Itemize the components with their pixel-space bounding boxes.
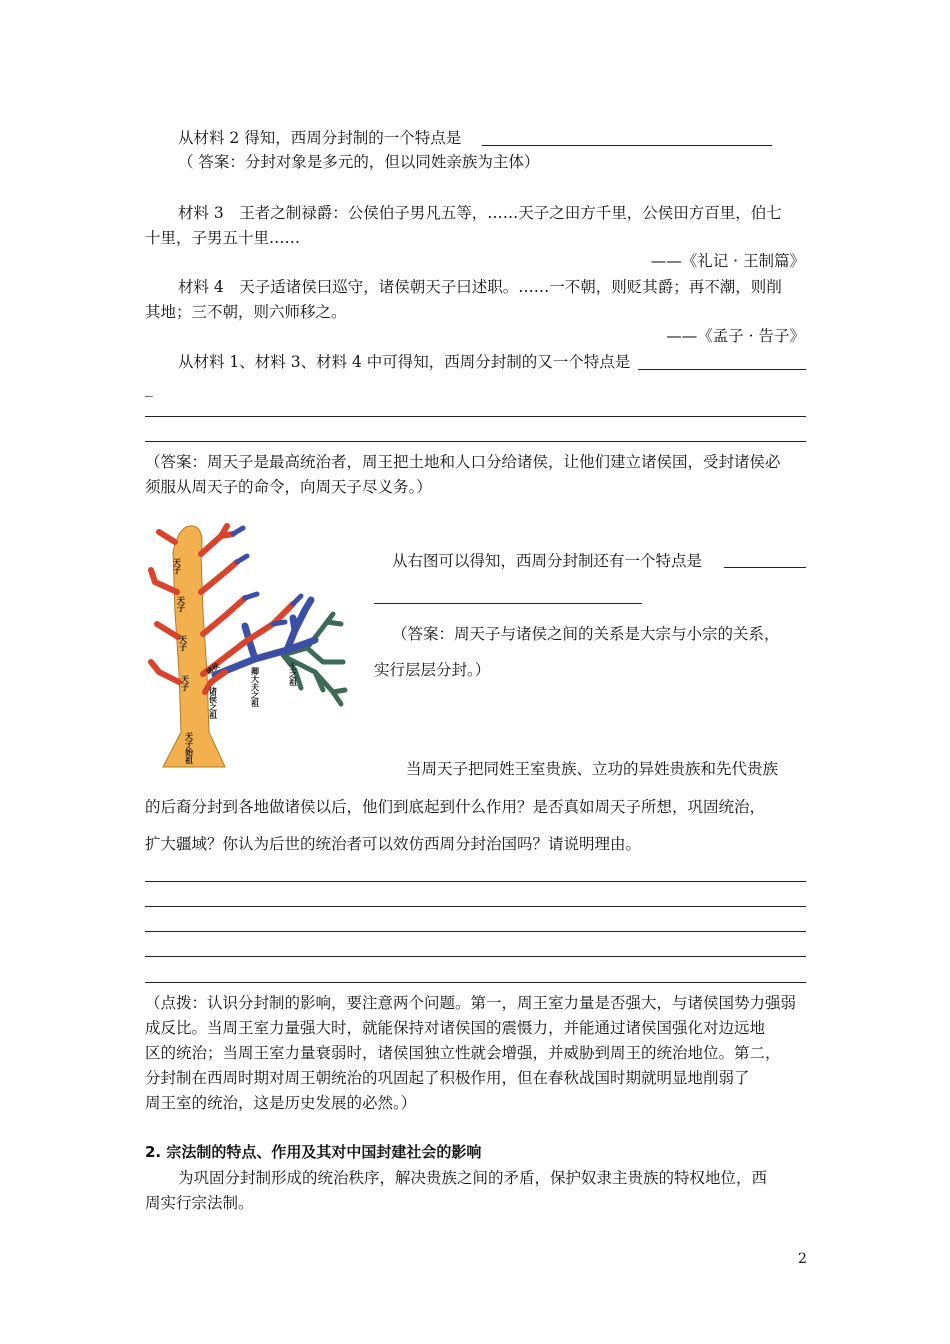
q4-answer-line-5[interactable] bbox=[145, 982, 806, 983]
material-4-line1: 材料 4 天子适诸侯曰巡守，诸侯朝天子曰述职。……一不朝，则贬其爵；再不潮，则削 bbox=[178, 278, 782, 296]
material-4-line2: 其地；三不朝，则六师移之。 bbox=[145, 303, 347, 321]
hint-line: 成反比。当周王室力量强大时，就能保持对诸侯国的震慑力，并能通过诸侯国强化对边远地 bbox=[145, 1019, 766, 1037]
material-3-line1: 材料 3 王者之制禄爵：公侯伯子男凡五等，……天子之田方千里，公侯田方百里，伯七 bbox=[178, 204, 782, 222]
hint-line: 分封制在西周时期对周王朝统治的巩固起了积极作用，但在春秋战国时期就明显地削弱了 bbox=[145, 1069, 750, 1087]
q1-answer-blank[interactable] bbox=[482, 145, 772, 146]
q2-answer-line2: 须服从周天子的命令，向周天子尽义务。） bbox=[145, 478, 432, 496]
q2-answer-blank[interactable] bbox=[638, 369, 806, 370]
page-number: 2 bbox=[798, 1251, 807, 1267]
q4-answer-line-3[interactable] bbox=[145, 931, 806, 932]
q2-prompt: 从材料 1、材料 3、材料 4 中可得知，西周分封制的又一个特点是 bbox=[178, 353, 631, 371]
q2-answer-line1: （答案：周天子是最高统治者，周王把土地和人口分给诸侯，让他们建立诸侯国，受封诸侯必 bbox=[145, 453, 781, 471]
trunk-label-1: 天子 bbox=[172, 558, 182, 574]
q3-answer-line1: （答案：周天子与诸侯之间的关系是大宗与小宗的关系， bbox=[392, 625, 780, 643]
material-3-line2: 十里，子男五十里…… bbox=[145, 229, 301, 247]
q4-answer-line-4[interactable] bbox=[145, 956, 806, 957]
q4-line3: 扩大疆域？你认为后世的统治者可以效仿西周分封治国吗？请说明理由。 bbox=[145, 835, 642, 853]
q2-answer-line-1[interactable] bbox=[145, 416, 806, 417]
q2-tail: _ bbox=[145, 379, 153, 397]
lord-ancestor-label: 诸侯之祖 bbox=[208, 687, 218, 719]
hint-line: 区的统治；当周王室力量衰弱时，诸侯国独立性就会增强，并威胁到周王的统治地位。第二， bbox=[145, 1044, 781, 1062]
royal-branches bbox=[151, 526, 293, 692]
section-2-heading: 2. 宗法制的特点、作用及其对中国封建社会的影响 bbox=[145, 1143, 482, 1161]
trunk-root-label: 天子始祖 bbox=[184, 732, 194, 764]
section-2-paragraph-line2: 周实行宗法制。 bbox=[145, 1194, 254, 1212]
q3-answer-line2: 实行层层分封。） bbox=[374, 661, 491, 679]
q4-line2: 的后裔分封到各地做诸侯以后，他们到底起到什么作用？是否真如周天子所想，巩固统治， bbox=[145, 798, 766, 816]
material-3-source: ——《礼记 · 王制篇》 bbox=[650, 252, 805, 270]
q1-prompt: 从材料 2 得知，西周分封制的一个特点是 bbox=[178, 129, 462, 147]
scholar-ancestor-label: 士之祖 bbox=[288, 662, 298, 686]
trunk-label-2: 天子 bbox=[176, 596, 186, 612]
q3-prompt: 从右图可以得知，西周分封制还有一个特点是 bbox=[392, 552, 703, 570]
q4-answer-line-2[interactable] bbox=[145, 906, 806, 907]
q4-line1: 当周天子把同姓王室贵族、立功的异姓贵族和先代贵族 bbox=[406, 760, 779, 778]
trunk-label-4: 天子 bbox=[180, 675, 190, 691]
hint-line: 周王室的统治，这是历史发展的必然。） bbox=[145, 1094, 417, 1112]
q4-answer-line-1[interactable] bbox=[145, 881, 806, 882]
q3-answer-blank-2[interactable] bbox=[374, 603, 642, 604]
lord-branch-text: 诸侯 bbox=[204, 661, 221, 677]
q2-answer-line-2[interactable] bbox=[145, 441, 806, 442]
q1-answer: （ 答案：分封对象是多元的，但以同姓亲族为主体） bbox=[178, 153, 540, 171]
hint-line: （点拨：认识分封制的影响，要注意两个问题。第一，周王室力量是否强大，与诸侯国势力强弱 bbox=[145, 994, 797, 1012]
q3-answer-blank[interactable] bbox=[724, 567, 806, 568]
feudal-family-tree bbox=[145, 522, 355, 772]
section-2-paragraph-line1: 为巩固分封制形成的统治秩序，解决贵族之间的矛盾，保护奴隶主贵族的特权地位，西 bbox=[178, 1169, 768, 1187]
minister-ancestor-label: 卿大夫之祖 bbox=[250, 667, 260, 707]
trunk-label-3: 天子 bbox=[178, 635, 188, 651]
material-4-source: ——《孟子 · 告子》 bbox=[666, 327, 805, 345]
